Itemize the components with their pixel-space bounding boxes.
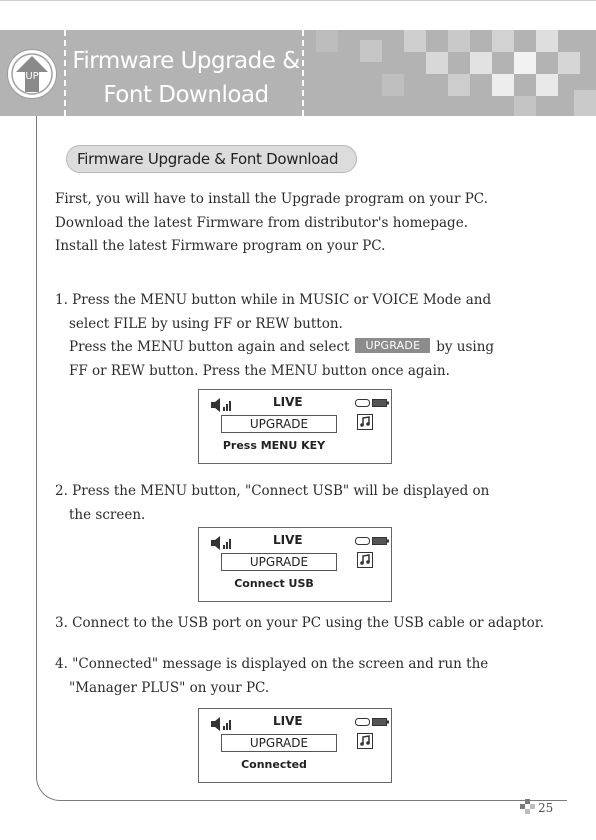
page-number-mark-icon (520, 799, 536, 815)
page-number: 25 (538, 801, 554, 815)
up-arrow-icon (10, 52, 54, 96)
header-mosaic-decoration (296, 30, 596, 116)
step-2 (55, 480, 489, 527)
step-1-line-3-text: Press the MENU button again and select (69, 339, 350, 355)
step-1-line-3 (55, 336, 494, 360)
chapter-title-line-2: Font Download (103, 82, 269, 108)
step-1-line-2: select FILE by using FF or REW button. (69, 315, 343, 332)
device-screen-1 (198, 389, 392, 464)
step-1-line-3-tail: by using (436, 339, 495, 355)
step-2-line-1: 2. Press the MENU button, "Connect USB" will be displayed on (55, 483, 490, 499)
step-1 (55, 289, 494, 383)
music-note-icon (357, 552, 373, 568)
battery-icon (355, 718, 389, 726)
intro-line: Download the latest Firmware from distributor's homepage. (55, 214, 468, 231)
music-note-icon (357, 414, 373, 430)
intro-line: Install the latest Firmware program on your PC. (55, 238, 386, 254)
battery-icon (355, 399, 389, 407)
top-rule (0, 0, 596, 1)
up-badge-label: UP (25, 71, 39, 82)
speaker-icon (211, 398, 233, 412)
chapter-title (68, 44, 304, 112)
step-4-line-2: "Manager PLUS" on your PC. (69, 679, 270, 696)
screen-2-upgrade-box: UPGRADE (221, 553, 337, 571)
chapter-header (0, 30, 596, 116)
step-4-line-1: 4. "Connected" message is displayed on the screen and run the (55, 656, 489, 672)
speaker-icon (211, 536, 233, 550)
chapter-title-line-1: Firmware Upgrade & (72, 48, 300, 74)
step-2-line-2: the screen. (69, 506, 146, 523)
music-note-icon (357, 733, 373, 749)
section-title: Firmware Upgrade & Font Download (66, 145, 357, 173)
screen-2-message: Connect USB (234, 577, 314, 590)
screen-1-title: LIVE (273, 395, 303, 409)
speaker-icon (211, 717, 233, 731)
step-1-line-1: 1. Press the MENU button while in MUSIC or VOICE Mode and (55, 292, 492, 308)
screen-3-upgrade-box: UPGRADE (221, 734, 337, 752)
step-1-line-4: FF or REW button. Press the MENU button once again. (69, 362, 450, 379)
upgrade-menu-tag: UPGRADE (355, 338, 430, 353)
screen-1-upgrade-box: UPGRADE (221, 415, 337, 433)
header-dashed-line-left (64, 30, 66, 116)
intro-line: First, you will have to install the Upgrade program on your PC. (55, 191, 488, 207)
step-3-line-1: 3. Connect to the USB port on your PC using the USB cable or adaptor. (55, 615, 545, 631)
up-badge (8, 50, 56, 98)
screen-2-title: LIVE (273, 533, 303, 547)
screen-3-title: LIVE (273, 714, 303, 728)
intro-paragraph (55, 188, 488, 259)
device-screen-2 (198, 527, 392, 602)
battery-icon (355, 537, 389, 545)
step-3 (55, 612, 544, 636)
step-4 (55, 653, 488, 700)
screen-3-message: Connected (241, 758, 307, 771)
device-screen-3 (198, 708, 392, 783)
screen-1-message: Press MENU KEY (222, 439, 326, 452)
